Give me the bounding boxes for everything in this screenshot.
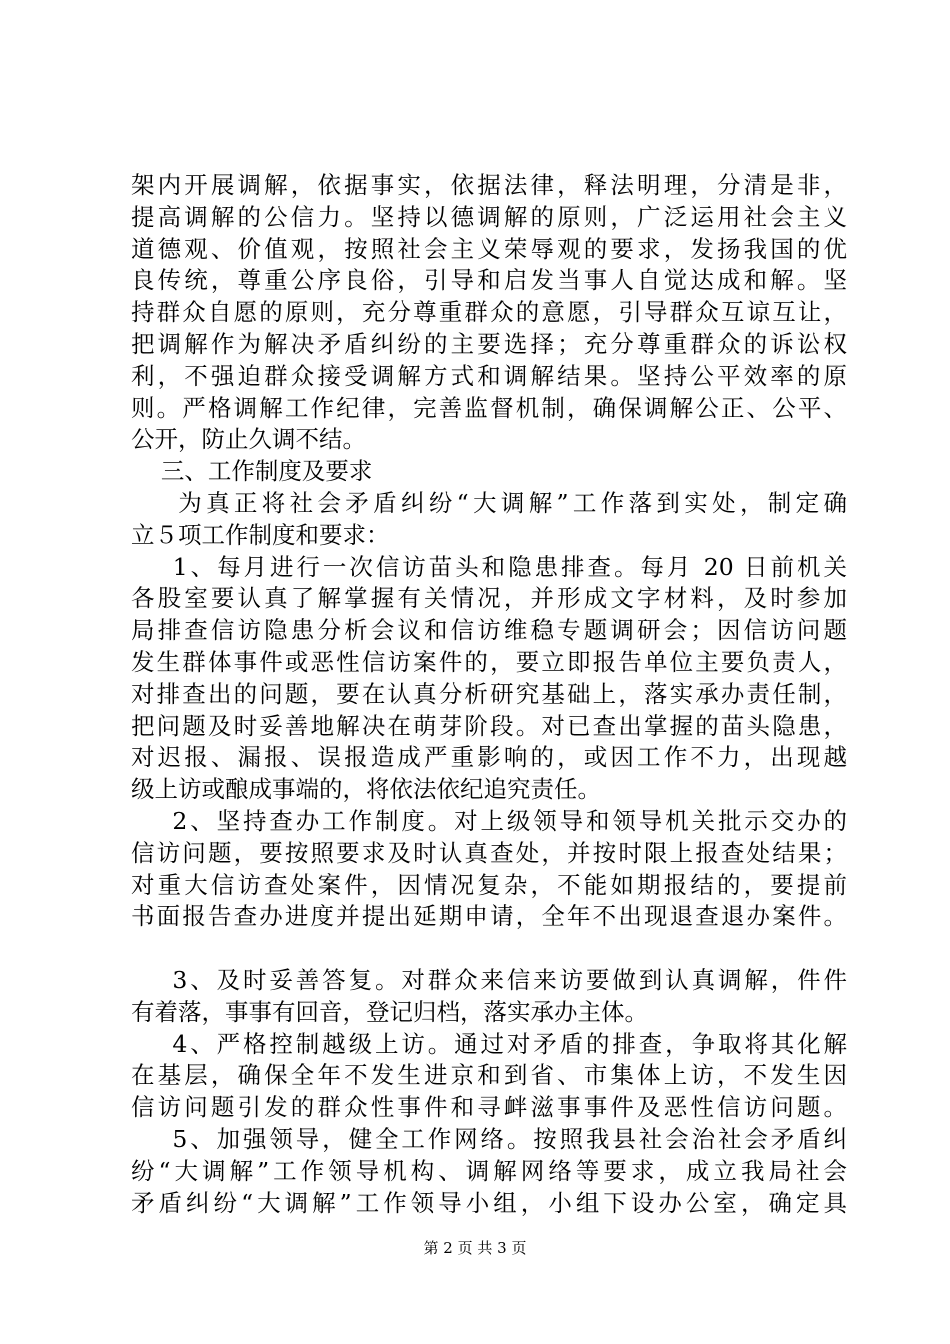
text-line: 道德观、价值观，按照社会主义荣辱观的要求，发扬我国的优 <box>131 234 847 263</box>
text-line: 发生群体事件或恶性信访案件的，要立即报告单位主要负责人， <box>131 647 847 676</box>
text-line: 3、及时妥善答复。对群众来信来访要做到认真调解，件件 <box>131 965 847 994</box>
text-line: 各股室要认真了解掌握有关情况，并形成文字材料，及时参加 <box>131 584 847 613</box>
text-line: 对排查出的问题，要在认真分析研究基础上，落实承办责任制， <box>131 679 847 708</box>
page-footer: 第 2 页 共 3 页 <box>423 1239 527 1257</box>
text-line: 1、每月进行一次信访苗头和隐患排查。每月 20 日前机关 <box>131 552 847 581</box>
text-line: 立５项工作制度和要求： <box>131 520 390 549</box>
text-line: 对重大信访查处案件，因情况复杂，不能如期报结的，要提前 <box>131 870 847 899</box>
text-line: 级上访或酿成事端的，将依法依纪追究责任。 <box>131 775 601 804</box>
text-line: 信访问题，要按照要求及时认真查处，并按时限上报查处结果； <box>131 838 847 867</box>
text-line: 则。严格调解工作纪律，完善监督机制，确保调解公正、公平、 <box>131 393 847 422</box>
text-line: 架内开展调解，依据事实，依据法律，释法明理，分清是非， <box>131 171 847 199</box>
text-line: 局排查信访隐患分析会议和信访维稳专题调研会；因信访问题 <box>131 616 847 645</box>
text-line: 利，不强迫群众接受调解方式和调解结果。坚持公平效率的原 <box>131 361 847 390</box>
text-line: 4、严格控制越级上访。通过对矛盾的排查，争取将其化解 <box>131 1029 847 1058</box>
text-line: 持群众自愿的原则，充分尊重群众的意愿，引导群众互谅互让， <box>131 298 847 327</box>
blank-line <box>131 933 847 965</box>
text-line: 2、坚持查办工作制度。对上级领导和领导机关批示交办的 <box>131 806 847 835</box>
body-text <box>131 170 847 1219</box>
text-line: 矛盾纠纷“大调解”工作领导小组，小组下设办公室，确定具 <box>131 1188 847 1217</box>
text-line: 把调解作为解决矛盾纠纷的主要选择；充分尊重群众的诉讼权 <box>131 329 847 358</box>
text-line: 对迟报、漏报、误报造成严重影响的，或因工作不力，出现越 <box>131 743 847 772</box>
text-line: 纷“大调解”工作领导机构、调解网络等要求，成立我局社会 <box>131 1156 847 1185</box>
text-line: 良传统，尊重公序良俗，引导和启发当事人自觉达成和解。坚 <box>131 266 847 295</box>
text-line: 提高调解的公信力。坚持以德调解的原则，广泛运用社会主义 <box>131 202 847 231</box>
text-line: 在基层，确保全年不发生进京和到省、市集体上访，不发生因 <box>131 1061 847 1090</box>
text-line: 书面报告查办进度并提出延期申请，全年不出现退查退办案件。 <box>131 902 847 931</box>
text-line: 把问题及时妥善地解决在萌芽阶段。对已查出掌握的苗头隐患， <box>131 711 847 740</box>
text-line: 5、加强领导，健全工作网络。按照我县社会治社会矛盾纠 <box>131 1124 847 1153</box>
text-line: 信访问题引发的群众性事件和寻衅滋事事件及恶性信访问题。 <box>131 1093 847 1122</box>
text-line: 三、工作制度及要求 <box>131 457 373 486</box>
text-line: 公开，防止久调不结。 <box>131 425 366 454</box>
text-line: 有着落，事事有回音，登记归档，落实承办主体。 <box>131 997 648 1026</box>
text-line: 为真正将社会矛盾纠纷“大调解”工作落到实处，制定确 <box>131 488 847 517</box>
